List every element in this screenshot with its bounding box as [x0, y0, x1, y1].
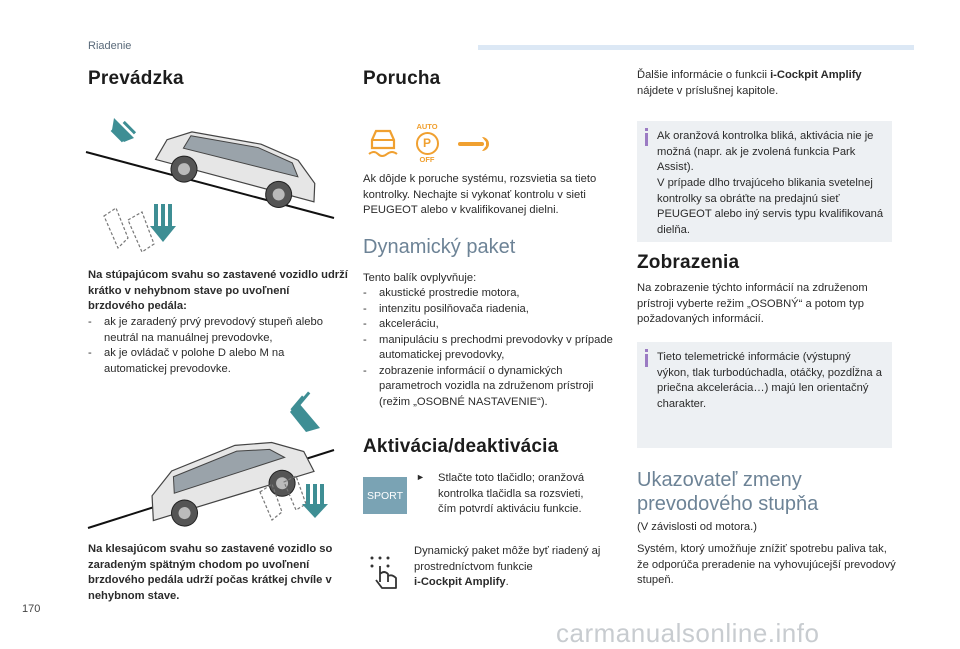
more-info-text — [637, 68, 897, 99]
title-dynamic-pack: Dynamický paket — [363, 236, 516, 258]
stability-warning-icon — [366, 126, 400, 158]
title-displays: Zobrazenia — [637, 252, 740, 273]
more-info-name: i-Cockpit Amplify — [770, 69, 862, 81]
uphill-conditions-list — [88, 315, 348, 377]
downhill-arrow-icon — [290, 391, 320, 432]
downhill-car-illustration — [84, 388, 346, 536]
page-number: 170 — [22, 603, 41, 615]
dynamic-intro: Tento balík ovplyvňuje: — [363, 272, 477, 284]
title-activation: Aktivácia/deaktivácia — [363, 436, 559, 457]
title-failure: Porucha — [363, 68, 441, 89]
display-text: Na zobrazenie týchto informácií na združenom prístroji vyberte režim „OSOBNÝ“ a potom typ požadovaných informácií. — [637, 282, 868, 325]
list-item: - ak je ovládač v polohe D alebo M na automatickej prevodovke. — [88, 346, 348, 377]
info-icon — [645, 354, 648, 367]
cockpit-text-body: Dynamický paket môže byť riadený aj prostredníctvom funkcie — [414, 545, 601, 573]
note-box-telemetry — [637, 342, 892, 448]
list-item: - akceleráciu, — [363, 317, 621, 333]
down-arrows-icon — [302, 484, 328, 518]
header-rule — [478, 45, 914, 50]
title-operation: Prevádzka — [88, 68, 184, 89]
cockpit-text: Dynamický paket môže byť riadený aj prostredníctvom funkcie i-Cockpit Amplify. — [414, 545, 601, 588]
section-header: Riadenie — [88, 40, 132, 52]
info-icon-dot — [645, 128, 648, 131]
list-item: - manipuláciu s prechodmi prevodovky v prípade automatickej prevodovky, — [363, 333, 621, 364]
list-item: - zobrazenie informácií o dynamických parametroch vozidla na združenom prístroji (režim „OSOBNÉ NASTAVENIE“). — [363, 364, 621, 411]
uphill-arrow-icon — [111, 118, 136, 142]
activation-text: Stlačte toto tlačidlo; oranžová kontrolka tlačidla sa rozsvieti, čím potvrdí aktiváciu funkcie. — [438, 472, 585, 515]
info-icon — [645, 133, 648, 146]
note1-line2: V prípade dlho trvajúceho blikania svetelnej kontrolky sa obráťte na predajnú sieť PEUGEOT alebo iný servis typu kvalifikovaná dielňa. — [657, 177, 884, 236]
uphill-car-illustration — [84, 108, 346, 268]
more-info-post: nájdete v príslušnej kapitole. — [637, 84, 779, 97]
list-item: - intenzitu posilňovača riadenia, — [363, 302, 621, 318]
car-icon — [152, 119, 325, 217]
title-gear-indicator: Ukazovateľ zmeny prevodového stupňa — [637, 469, 819, 515]
dynamic-items-list — [363, 286, 621, 410]
list-item: - ak je zaradený prvý prevodový stupeň alebo neutrál na manuálnej prevodovke, — [88, 315, 348, 346]
auto-p-off-icon: AUTO P OFF — [416, 122, 438, 164]
bullet-arrow-icon: ► — [416, 472, 425, 482]
downhill-paragraph: Na klesajúcom svahu so zastavené vozidlo so zaradeným spätným chodom po uvoľnení brzdového pedála udrží počas krátkej chvíle v nehybnom stave. — [88, 543, 333, 602]
note1-line1: Ak oranžová kontrolka bliká, aktivácia nie je možná (napr. ak je zvolená funkcia Park Assist). — [657, 130, 874, 173]
info-icon-dot — [645, 349, 648, 352]
sport-button[interactable]: SPORT — [363, 477, 407, 514]
gear-note: (V závislosti od motora.) — [637, 521, 757, 533]
watermark: carmanualsonline.info — [556, 618, 820, 648]
uphill-heading: Na stúpajúcom svahu so zastavené vozidlo udrží krátko v nehybnom stave po uvoľnení brzdového pedála: — [88, 269, 348, 312]
more-info-pre: Ďalšie informácie o funkcii — [637, 69, 767, 81]
wrench-warning-icon — [456, 132, 492, 156]
i-cockpit-touch-icon — [366, 552, 406, 594]
gear-text: Systém, ktorý umožňuje znížiť spotrebu paliva tak, že odporúča preradenie na vyhovujúcejší prevodový stupeň. — [637, 543, 896, 586]
failure-text: Ak dôjde k poruche systému, rozsvietia sa tieto kontrolky. Nechajte si vykonať kontrolu v sieti PEUGEOT alebo v kvalifikovanej dielni. — [363, 173, 597, 216]
note2-text: Tieto telemetrické informácie (výstupný výkon, tlak turbodúchadla, otáčky, pozdĺžna a priečna akcelerácia…) majú len orientačný charakter. — [657, 351, 882, 410]
down-arrows-icon — [150, 204, 176, 242]
list-item: - akustické prostredie motora, — [363, 286, 621, 302]
note-box-blinking — [637, 121, 892, 242]
cockpit-name: i-Cockpit Amplify — [414, 576, 506, 588]
car-icon — [139, 425, 318, 534]
pedal-icon — [104, 208, 154, 252]
